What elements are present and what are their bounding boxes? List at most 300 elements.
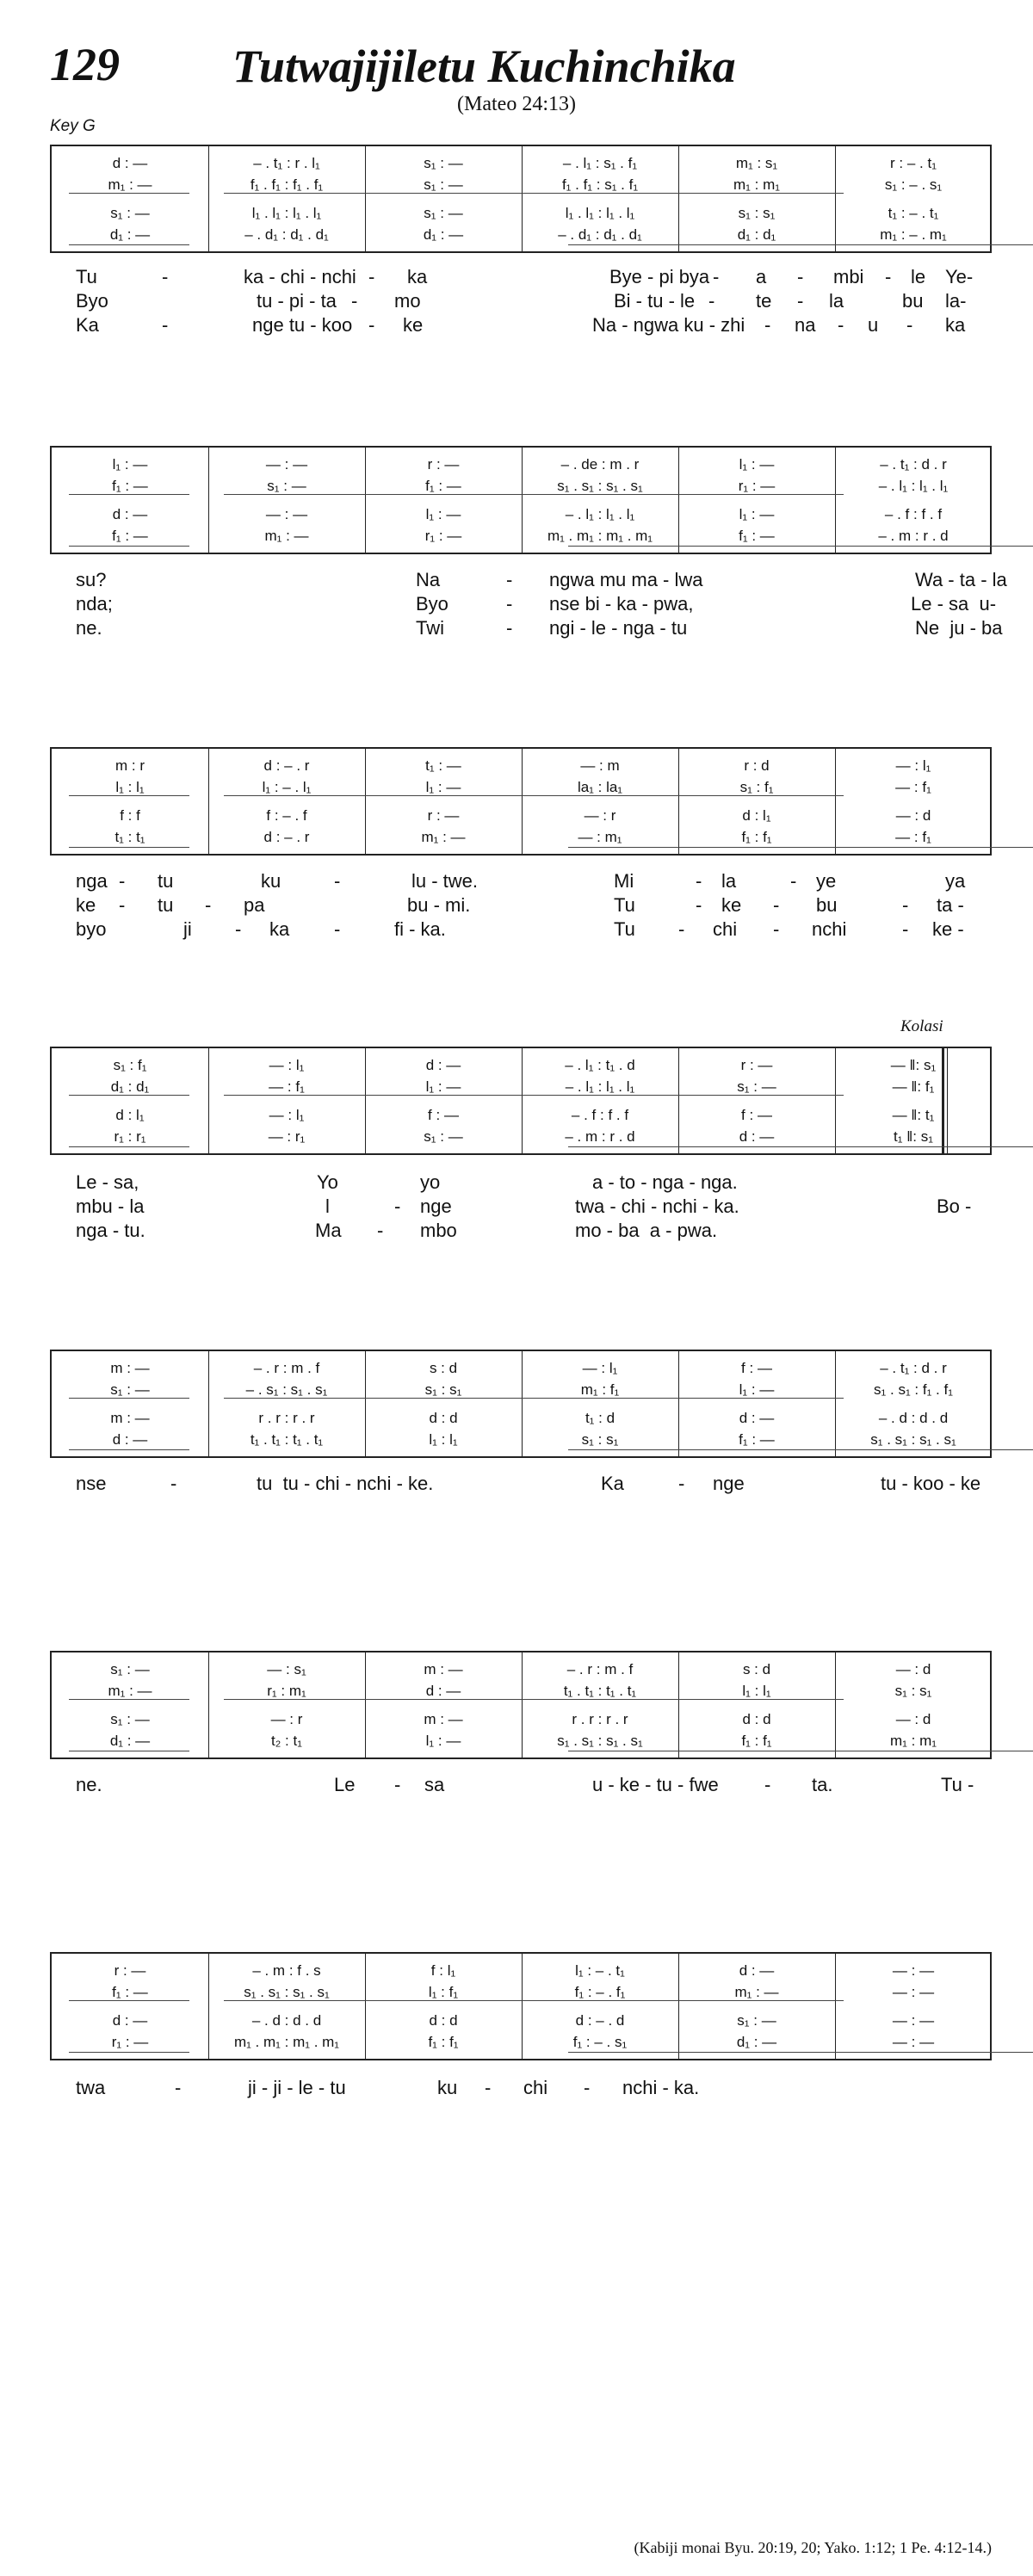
solfa-cell: d₁ : — <box>109 226 151 243</box>
lyric-syllable: su? <box>76 569 107 590</box>
slur-line <box>69 795 189 796</box>
music-system <box>50 1952 992 2060</box>
lyric-syllable: - <box>485 2077 492 2098</box>
barline <box>835 1954 836 2059</box>
solfa-cell: – . d : d . d <box>251 2012 322 2029</box>
slur-line <box>69 494 189 495</box>
lyric-syllable: Ka <box>601 1473 624 1494</box>
solfa-cell: la₁ : la₁ <box>577 779 623 795</box>
barline <box>208 146 209 251</box>
solfa-cell: d : l₁ <box>115 1107 145 1123</box>
solfa-cell: — ‖: f₁ <box>892 1078 935 1095</box>
solfa-cell: d : – . r <box>263 757 310 774</box>
lyric-syllable: la <box>829 290 844 312</box>
solfa-cell: m₁ : — <box>734 1984 779 2000</box>
barline <box>678 1954 679 2059</box>
solfa-cell: s₁ . s₁ : f₁ . f₁ <box>874 1381 953 1398</box>
solfa-cell: s₁ : s₁ <box>738 205 776 221</box>
lyric-syllable: Na - ngwa ku - zhi <box>592 314 745 336</box>
barline <box>835 1048 836 1153</box>
solfa-cell: l₁ : — <box>425 1733 461 1749</box>
solfa-cell: f₁ . f₁ : f₁ . f₁ <box>250 176 324 193</box>
solfa-cell: – . d : d . d <box>878 1410 949 1426</box>
lyric-syllable: Na <box>416 569 441 590</box>
lyric-syllable: - <box>119 870 126 892</box>
lyric-syllable: - <box>170 1473 177 1494</box>
lyric-syllable: ke <box>76 894 96 916</box>
lyric-syllable: mo - ba a - pwa. <box>575 1220 718 1241</box>
barline <box>208 1652 209 1757</box>
lyric-syllable: - <box>175 2077 182 2098</box>
solfa-cell: — : d <box>895 1661 931 1677</box>
lyric-syllable: ku <box>437 2077 458 2098</box>
solfa-cell: – . d₁ : d₁ . d₁ <box>244 226 329 243</box>
solfa-cell: f : – . f <box>266 807 307 824</box>
barline <box>835 1652 836 1757</box>
solfa-cell: s₁ : s₁ <box>581 1431 619 1448</box>
lyric-syllable: - <box>797 266 804 287</box>
barline <box>522 1351 523 1456</box>
solfa-cell: s₁ : — <box>267 478 306 494</box>
lyric-syllable: Tu - <box>941 1774 974 1795</box>
lyric-syllable: mbo <box>420 1220 457 1241</box>
barline <box>522 1652 523 1757</box>
solfa-cell: s₁ . s₁ : s₁ . s₁ <box>870 1431 956 1448</box>
solfa-cell: d : — <box>739 1410 775 1426</box>
music-system <box>50 1350 992 1458</box>
lyric-syllable: ta. <box>812 1774 833 1795</box>
lyric-syllable: Tu <box>614 918 635 940</box>
solfa-cell: f₁ : f₁ <box>741 829 772 845</box>
solfa-cell: r . r : r . r <box>258 1410 315 1426</box>
slur-line <box>568 2052 1033 2053</box>
solfa-cell: r₁ : — <box>738 478 776 494</box>
lyric-syllable: - <box>334 918 341 940</box>
music-system <box>50 145 992 253</box>
lyric-syllable: - <box>334 870 341 892</box>
lyric-syllable: - <box>708 290 715 312</box>
slur-line <box>396 1095 844 1096</box>
solfa-cell: d₁ : d₁ <box>110 1078 150 1095</box>
lyric-syllable: a - to - nga - nga. <box>592 1171 738 1193</box>
slur-line <box>396 494 844 495</box>
barline <box>365 749 366 854</box>
barline <box>365 1048 366 1153</box>
music-system <box>50 1651 992 1759</box>
solfa-cell: m : — <box>424 1661 463 1677</box>
solfa-cell: d : — <box>112 2012 148 2029</box>
solfa-cell: d : — <box>739 1128 775 1145</box>
lyric-syllable: Twi <box>416 617 444 639</box>
lyric-line <box>76 1171 980 1195</box>
lyric-syllable: te <box>756 290 772 312</box>
solfa-cell: m₁ : — <box>108 176 152 193</box>
slur-line <box>396 193 844 194</box>
solfa-cell: d : — <box>112 506 148 522</box>
hymn-number: 129 <box>50 39 120 90</box>
lyric-line <box>76 1472 980 1496</box>
lyric-line <box>76 289 980 313</box>
solfa-cell: f₁ : — <box>739 528 775 544</box>
barline <box>678 1351 679 1456</box>
solfa-cell: – . f : f . f <box>884 506 943 522</box>
solfa-cell: f₁ : — <box>739 1431 775 1448</box>
lyric-syllable: lu - twe. <box>411 870 479 892</box>
lyric-syllable: ne. <box>76 617 102 639</box>
solfa-cell: — : f₁ <box>895 829 931 845</box>
lyric-syllable: - <box>377 1220 384 1241</box>
slur-line <box>69 546 189 547</box>
solfa-cell: f₁ : — <box>112 528 148 544</box>
solfa-cell: — : s₁ <box>267 1661 306 1677</box>
solfa-cell: s₁ : — <box>424 155 463 171</box>
lyric-syllable: - <box>368 266 375 287</box>
lyric-syllable: ka <box>945 314 966 336</box>
lyric-syllable: tu - pi - ta <box>257 290 337 312</box>
lyric-syllable: - <box>764 1774 771 1795</box>
barline <box>208 1954 209 2059</box>
solfa-cell: — : d <box>895 807 931 824</box>
slur-line <box>396 795 844 796</box>
solfa-cell: s₁ : f₁ <box>739 779 774 795</box>
solfa-cell: r₁ : — <box>424 528 462 544</box>
barline <box>365 1652 366 1757</box>
solfa-cell: t₁ . t₁ : t₁ . t₁ <box>250 1431 324 1448</box>
solfa-cell: f₁ : — <box>112 1984 148 2000</box>
lyric-syllable: - <box>162 314 169 336</box>
solfa-cell: t₁ : t₁ <box>114 829 145 845</box>
slur-line <box>568 244 1033 245</box>
lyric-syllable: bu - mi. <box>407 894 471 916</box>
solfa-cell: m : — <box>424 1711 463 1727</box>
solfa-cell: m₁ . m₁ : m₁ . m₁ <box>547 528 653 544</box>
lyric-syllable: nchi - ka. <box>622 2077 700 2098</box>
barline <box>835 749 836 854</box>
lyric-syllable: ke <box>403 314 424 336</box>
solfa-cell: — : — <box>265 506 308 522</box>
solfa-cell: t₂ : t₁ <box>271 1733 302 1749</box>
lyric-syllable: Le <box>334 1774 356 1795</box>
lyric-syllable: - <box>235 918 242 940</box>
lyric-syllable: nga - tu. <box>76 1220 145 1241</box>
lyric-syllable: Le - sa u- <box>911 593 997 615</box>
music-system <box>50 747 992 856</box>
lyric-syllable: Yo <box>317 1171 338 1193</box>
solfa-cell: m₁ : f₁ <box>580 1381 620 1398</box>
solfa-cell: l₁ : – . t₁ <box>575 1962 625 1979</box>
lyric-syllable: ke <box>721 894 742 916</box>
lyric-syllable: mbi <box>833 266 864 287</box>
solfa-cell: m₁ : — <box>108 1683 152 1699</box>
lyric-syllable: - <box>773 918 780 940</box>
solfa-cell: — : — <box>892 1984 935 2000</box>
barline <box>365 448 366 553</box>
solfa-cell: t₁ . t₁ : t₁ . t₁ <box>563 1683 637 1699</box>
solfa-cell: m : — <box>110 1410 150 1426</box>
solfa-cell: — : m₁ <box>578 829 622 845</box>
solfa-cell: – . m : f . s <box>252 1962 321 1979</box>
solfa-cell: l₁ : f₁ <box>428 1984 459 2000</box>
solfa-cell: l₁ : — <box>425 506 461 522</box>
barline <box>522 1954 523 2059</box>
lyric-syllable: - <box>678 918 685 940</box>
solfa-cell: l₁ : — <box>425 779 461 795</box>
lyric-syllable: Ka <box>76 314 99 336</box>
solfa-cell: f₁ : f₁ <box>428 2034 459 2050</box>
lyric-syllable: u <box>868 314 879 336</box>
solfa-cell: — : l₁ <box>269 1057 305 1073</box>
solfa-cell: s₁ . s₁ : s₁ . s₁ <box>557 1733 643 1749</box>
lyric-syllable: ta - <box>937 894 964 916</box>
lyric-syllable: - <box>162 266 169 287</box>
lyric-syllable: - <box>797 290 804 312</box>
lyric-syllable: Ye- <box>945 266 974 287</box>
solfa-cell: — : r₁ <box>268 1128 306 1145</box>
solfa-cell: — : f₁ <box>269 1078 305 1095</box>
solfa-cell: – . l₁ : l₁ . l₁ <box>878 478 949 494</box>
lyric-syllable: na <box>795 314 816 336</box>
barline <box>365 146 366 251</box>
solfa-cell: – . s₁ : s₁ . s₁ <box>245 1381 328 1398</box>
solfa-cell: s : d <box>429 1360 458 1376</box>
solfa-cell: l₁ : — <box>112 456 148 473</box>
lyric-syllable: fi - ka. <box>394 918 446 940</box>
solfa-cell: t₁ : d <box>585 1410 615 1426</box>
lyric-line <box>76 592 997 616</box>
music-system <box>50 446 992 554</box>
solfa-cell: t₁ : – . t₁ <box>888 205 939 221</box>
barline <box>678 1652 679 1757</box>
lyric-syllable: twa <box>76 2077 106 2098</box>
solfa-cell: l₁ : l₁ <box>115 779 145 795</box>
lyric-line <box>76 917 980 942</box>
slur-line <box>396 2000 844 2001</box>
slur-line <box>69 2052 189 2053</box>
solfa-cell: d₁ : — <box>736 2034 777 2050</box>
solfa-cell: m₁ : — <box>264 528 309 544</box>
solfa-cell: r₁ : m₁ <box>267 1683 306 1699</box>
lyric-syllable: yo <box>420 1171 441 1193</box>
solfa-cell: – . r : m . f <box>253 1360 320 1376</box>
solfa-cell: — : r <box>270 1711 303 1727</box>
solfa-cell: f₁ : — <box>112 478 148 494</box>
solfa-cell: r . r : r . r <box>572 1711 628 1727</box>
solfa-cell: d : — <box>425 1683 461 1699</box>
solfa-cell: f₁ : — <box>425 478 461 494</box>
lyric-syllable: Ma <box>315 1220 342 1241</box>
lyric-syllable: Tu <box>614 894 635 916</box>
solfa-cell: l₁ . l₁ : l₁ . l₁ <box>565 205 635 221</box>
barline <box>365 1351 366 1456</box>
lyric-syllable: u - ke - tu - fwe <box>592 1774 719 1795</box>
solfa-cell: l₁ : – . l₁ <box>262 779 312 795</box>
lyric-syllable: nge tu - koo <box>252 314 353 336</box>
lyric-syllable: ke - <box>932 918 964 940</box>
lyric-syllable: - <box>906 314 913 336</box>
lyric-syllable: le <box>911 266 926 287</box>
solfa-cell: d : — <box>425 1057 461 1073</box>
solfa-cell: — : l₁ <box>269 1107 305 1123</box>
lyric-line <box>76 313 980 337</box>
lyric-syllable: ngi - le - nga - tu <box>549 617 688 639</box>
solfa-cell: r : – . t₁ <box>890 155 937 171</box>
lyric-syllable: nse bi - ka - pwa, <box>549 593 694 615</box>
solfa-cell: s₁ : — <box>737 2012 776 2029</box>
solfa-cell: d : – . r <box>263 829 310 845</box>
lyric-syllable: tu - koo - ke <box>881 1473 981 1494</box>
lyric-syllable: ji <box>183 918 192 940</box>
lyric-line <box>76 1773 980 1797</box>
lyric-line <box>76 1195 980 1219</box>
lyric-syllable: byo <box>76 918 107 940</box>
lyric-line <box>76 568 1007 592</box>
solfa-cell: f : — <box>428 1107 459 1123</box>
barline <box>522 749 523 854</box>
solfa-cell: – . m : r . d <box>878 528 949 544</box>
barline <box>208 448 209 553</box>
slur-line <box>568 847 1033 848</box>
lyric-syllable: nchi <box>812 918 847 940</box>
lyric-line <box>76 869 980 893</box>
solfa-cell: l₁ : — <box>739 456 775 473</box>
lyric-syllable: - <box>764 314 771 336</box>
lyric-line <box>76 616 1003 640</box>
solfa-cell: s₁ : — <box>424 176 463 193</box>
lyric-syllable: - <box>696 894 702 916</box>
slur-line <box>568 1449 1033 1450</box>
lyric-syllable: nda; <box>76 593 113 615</box>
solfa-cell: l₁ : l₁ <box>429 1431 458 1448</box>
solfa-cell: f : — <box>741 1360 772 1376</box>
lyric-syllable: pa <box>244 894 265 916</box>
solfa-cell: d₁ : — <box>423 226 464 243</box>
solfa-cell: m₁ : m₁ <box>733 176 780 193</box>
lyric-syllable: ka <box>407 266 428 287</box>
solfa-cell: l₁ : — <box>739 1381 775 1398</box>
lyric-syllable: - <box>119 894 126 916</box>
lyric-syllable: ye <box>816 870 837 892</box>
solfa-cell: s₁ : — <box>110 1661 150 1677</box>
slur-line <box>69 193 189 194</box>
lyric-syllable: bu <box>816 894 838 916</box>
lyric-syllable: nga <box>76 870 108 892</box>
barline <box>835 146 836 251</box>
solfa-cell: – . t₁ : r . l₁ <box>253 155 320 171</box>
lyric-syllable: - <box>902 918 909 940</box>
solfa-cell: l₁ . l₁ : l₁ . l₁ <box>251 205 322 221</box>
lyric-syllable: mbu - la <box>76 1195 145 1217</box>
lyric-syllable: Bi - tu - le <box>614 290 696 312</box>
lyric-syllable: - <box>713 266 720 287</box>
solfa-cell: – . t₁ : d . r <box>880 1360 947 1376</box>
solfa-cell: l₁ : l₁ <box>742 1683 771 1699</box>
lyric-syllable: bu <box>902 290 924 312</box>
solfa-cell: f : l₁ <box>430 1962 456 1979</box>
solfa-cell: s₁ : s₁ <box>894 1683 932 1699</box>
lyric-syllable: ji - ji - le - tu <box>248 2077 346 2098</box>
solfa-cell: d : — <box>112 1431 148 1448</box>
solfa-cell: m₁ . m₁ : m₁ . m₁ <box>233 2034 340 2050</box>
lyric-syllable: - <box>696 870 702 892</box>
slur-line <box>69 244 189 245</box>
lyric-syllable: ne. <box>76 1774 102 1795</box>
solfa-cell: r : — <box>740 1057 773 1073</box>
solfa-cell: s₁ : – . s₁ <box>884 176 943 193</box>
solfa-cell: t₁ ‖: s₁ <box>894 1128 933 1145</box>
lyric-syllable: a <box>756 266 767 287</box>
solfa-cell: — : d <box>895 1711 931 1727</box>
lyric-syllable: tu tu - chi - nchi - ke. <box>257 1473 434 1494</box>
solfa-cell: r₁ : — <box>111 2034 149 2050</box>
solfa-cell: – . l₁ : l₁ . l₁ <box>565 506 635 522</box>
barline <box>208 1351 209 1456</box>
solfa-cell: f : f <box>120 807 140 824</box>
solfa-cell: l₁ : — <box>425 1078 461 1095</box>
lyric-syllable: - <box>838 314 844 336</box>
solfa-cell: s₁ : s₁ <box>424 1381 462 1398</box>
lyric-syllable: ka <box>269 918 290 940</box>
solfa-cell: l₁ : — <box>739 506 775 522</box>
solfa-cell: r : — <box>114 1962 146 1979</box>
key-label: Key G <box>50 117 96 135</box>
lyric-syllable: chi <box>713 918 738 940</box>
lyric-syllable: Bo - <box>937 1195 972 1217</box>
solfa-cell: s₁ : — <box>737 1078 776 1095</box>
lyric-syllable: - <box>394 1774 401 1795</box>
lyric-line <box>76 265 980 289</box>
solfa-cell: – . l₁ : l₁ . l₁ <box>565 1078 635 1095</box>
solfa-cell: m : r <box>115 757 145 774</box>
slur-line <box>69 1398 189 1399</box>
scripture-reference: (Mateo 24:13) <box>457 93 576 115</box>
solfa-cell: d : d <box>742 1711 771 1727</box>
solfa-cell: s₁ : — <box>110 1381 150 1398</box>
lyric-syllable: - <box>773 894 780 916</box>
solfa-cell: – . t₁ : d . r <box>880 456 947 473</box>
barline <box>208 1048 209 1153</box>
solfa-cell: t₁ : — <box>425 757 461 774</box>
solfa-cell: s₁ : — <box>110 1711 150 1727</box>
lyric-syllable: tu <box>158 894 174 916</box>
solfa-cell: m₁ : – . m₁ <box>880 226 947 243</box>
slur-line <box>568 546 1033 547</box>
lyric-syllable: - <box>584 2077 591 2098</box>
solfa-cell: d : d <box>429 1410 458 1426</box>
solfa-cell: – . m : r . d <box>565 1128 635 1145</box>
solfa-cell: s₁ : — <box>110 205 150 221</box>
barline <box>522 146 523 251</box>
solfa-cell: d : d <box>429 2012 458 2029</box>
solfa-cell: d : l₁ <box>742 807 771 824</box>
lyric-syllable: nge <box>420 1195 452 1217</box>
solfa-cell: s₁ . s₁ : s₁ . s₁ <box>557 478 643 494</box>
solfa-cell: — : l₁ <box>582 1360 618 1376</box>
barline <box>522 448 523 553</box>
barline <box>678 448 679 553</box>
lyric-syllable: Ne ju - ba <box>915 617 1003 639</box>
lyric-syllable: Mi <box>614 870 634 892</box>
solfa-cell: f₁ : f₁ <box>741 1733 772 1749</box>
lyric-syllable: - <box>902 894 909 916</box>
lyric-syllable: Le - sa, <box>76 1171 139 1193</box>
slur-line <box>396 1398 844 1399</box>
solfa-cell: s₁ : f₁ <box>113 1057 147 1073</box>
lyric-syllable: ngwa mu ma - lwa <box>549 569 703 590</box>
lyric-syllable: mo <box>394 290 421 312</box>
chorus-label: Kolasi <box>900 1017 943 1035</box>
lyric-syllable: - <box>790 870 797 892</box>
lyric-syllable: ya <box>945 870 966 892</box>
